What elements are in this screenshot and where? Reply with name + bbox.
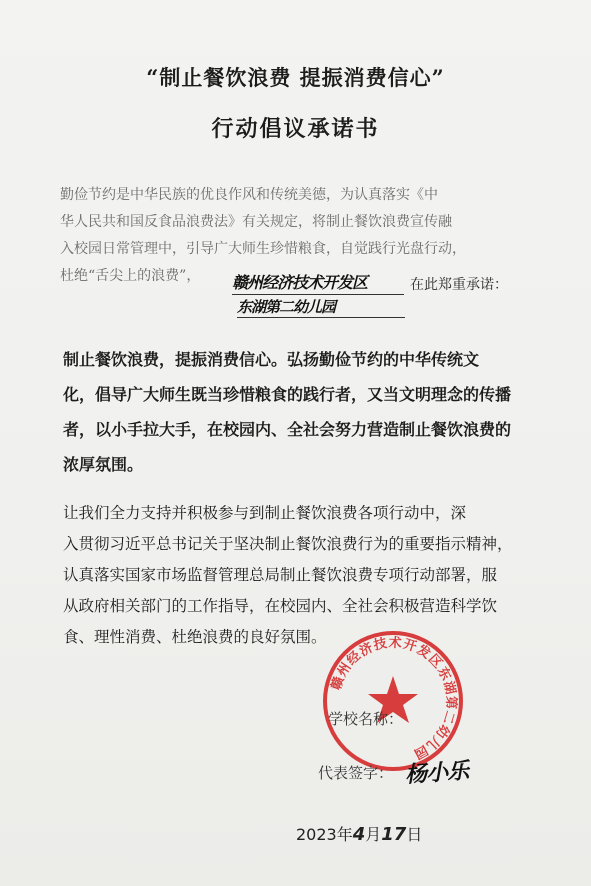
- pledge-line: 者，以小手拉大手，在校园内、全社会努力营造制止餐饮浪费的: [63, 420, 512, 439]
- representative-signature: 杨小乐: [404, 758, 469, 789]
- support-paragraph: [63, 498, 541, 653]
- school-name-label: 学校名称：: [328, 710, 404, 728]
- intro-line-prefix: 杜绝“舌尖上的浪费”，: [60, 268, 201, 284]
- date-month-char: 月: [365, 825, 382, 844]
- handwritten-school-name-line2: 东湖第二幼儿园: [237, 296, 405, 318]
- pledge-line: 化，倡导广大师生既当珍惜粮食的践行者，又当文明理念的传播: [63, 385, 512, 404]
- representative-label: 代表签字：: [318, 764, 394, 782]
- date-day-char: 日: [406, 825, 423, 844]
- support-line: 食、理性消费、杜绝浪费的良好氛围。: [63, 628, 327, 646]
- pledge-tail-text: 在此郑重承诺：: [410, 277, 508, 293]
- seal-text: 赣州经济技术开发区东湖第二幼儿园: [329, 635, 459, 762]
- date-year: 2023: [296, 825, 337, 844]
- intro-line: 入校园日常管理中，引导广大师生珍惜粮食，自觉践行光盘行动，: [60, 241, 466, 257]
- date-month: 4: [352, 824, 366, 845]
- intro-line: 勤俭节约是中华民族的优良作风和传统美德，为认真落实《中: [60, 187, 438, 203]
- support-line: 入贯彻习近平总书记关于坚决制止餐饮浪费行为的重要指示精神，: [63, 535, 513, 553]
- pledge-line: 制止餐饮浪费，提振消费信心。弘扬勤俭节约的中华传统文: [63, 350, 480, 369]
- support-line: 认真落实国家市场监督管理总局制止餐饮浪费专项行动部署，服: [63, 566, 498, 584]
- date-day: 17: [381, 824, 407, 845]
- document-title: “制止餐饮浪费 提振消费信心”: [146, 65, 445, 90]
- support-line: 从政府相关部门的工作指导，在校园内、全社会积极营造科学饮: [63, 597, 498, 615]
- official-seal-icon: [320, 628, 466, 774]
- sign-date: [296, 822, 422, 845]
- support-line: 让我们全力支持并积极参与到制止餐饮浪费各项行动中，深: [63, 504, 467, 522]
- date-year-char: 年: [336, 825, 353, 844]
- pledge-line: 浓厚氛围。: [63, 455, 144, 474]
- intro-line: 华人民共和国反食品浪费法》有关规定，将制止餐饮浪费宣传融: [60, 214, 452, 230]
- handwritten-school-name-line1: 赣州经济技术开发区: [232, 270, 404, 295]
- document-subtitle: 行动倡议承诺书: [211, 116, 380, 142]
- pledge-paragraph: [63, 342, 538, 482]
